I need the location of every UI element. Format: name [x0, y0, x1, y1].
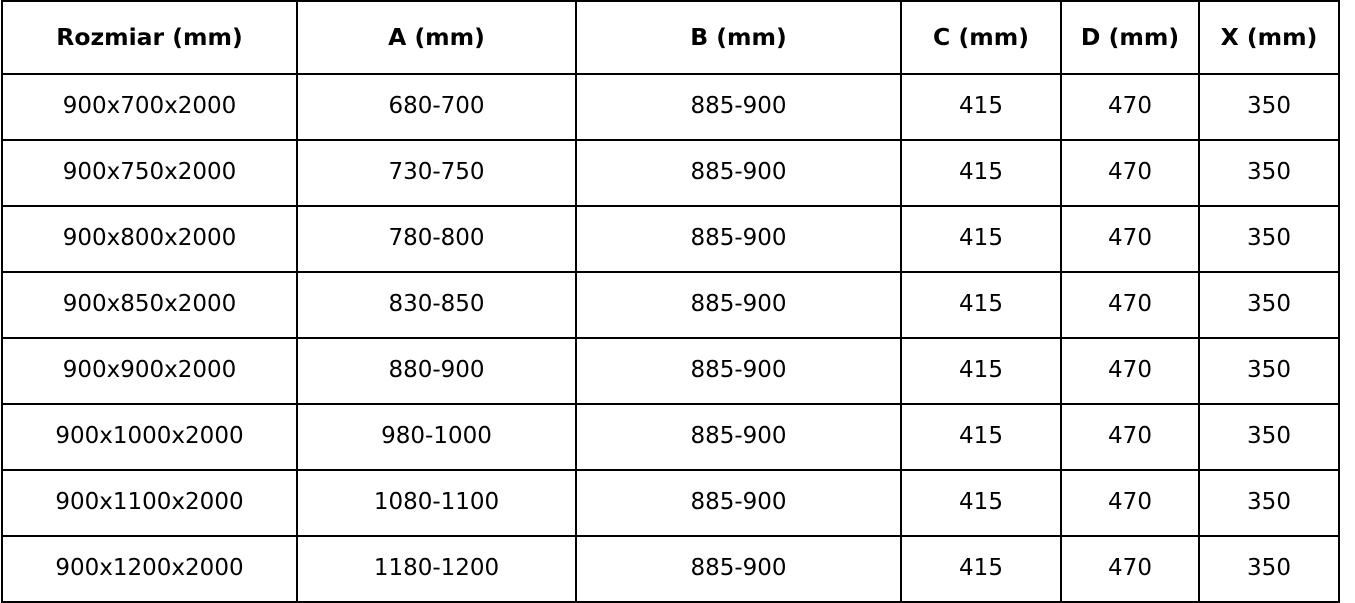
- cell-c: 415: [901, 338, 1061, 404]
- table-row: [2, 470, 1339, 536]
- cell-a: 980-1000: [297, 404, 576, 470]
- cell-c: 415: [901, 536, 1061, 602]
- column-header-x: X (mm): [1199, 1, 1339, 74]
- cell-a: 780-800: [297, 206, 576, 272]
- cell-d: 470: [1061, 272, 1199, 338]
- cell-a: 1180-1200: [297, 536, 576, 602]
- cell-c: 415: [901, 140, 1061, 206]
- table-header-row: [2, 1, 1339, 74]
- cell-size: 900x700x2000: [2, 74, 297, 140]
- table-row: [2, 536, 1339, 602]
- cell-b: 885-900: [576, 140, 901, 206]
- cell-x: 350: [1199, 206, 1339, 272]
- cell-d: 470: [1061, 404, 1199, 470]
- table-row: [2, 404, 1339, 470]
- cell-size: 900x1200x2000: [2, 536, 297, 602]
- cell-b: 885-900: [576, 74, 901, 140]
- cell-size: 900x800x2000: [2, 206, 297, 272]
- cell-size: 900x1000x2000: [2, 404, 297, 470]
- cell-c: 415: [901, 206, 1061, 272]
- table-row: [2, 140, 1339, 206]
- cell-c: 415: [901, 404, 1061, 470]
- column-header-d: D (mm): [1061, 1, 1199, 74]
- cell-x: 350: [1199, 272, 1339, 338]
- column-header-size: Rozmiar (mm): [2, 1, 297, 74]
- cell-d: 470: [1061, 338, 1199, 404]
- cell-a: 680-700: [297, 74, 576, 140]
- cell-b: 885-900: [576, 206, 901, 272]
- column-header-a: A (mm): [297, 1, 576, 74]
- cell-x: 350: [1199, 470, 1339, 536]
- cell-b: 885-900: [576, 338, 901, 404]
- cell-size: 900x750x2000: [2, 140, 297, 206]
- table-row: [2, 206, 1339, 272]
- cell-a: 1080-1100: [297, 470, 576, 536]
- cell-x: 350: [1199, 74, 1339, 140]
- cell-x: 350: [1199, 338, 1339, 404]
- cell-d: 470: [1061, 536, 1199, 602]
- cell-a: 880-900: [297, 338, 576, 404]
- cell-c: 415: [901, 272, 1061, 338]
- column-header-b: B (mm): [576, 1, 901, 74]
- cell-b: 885-900: [576, 536, 901, 602]
- cell-size: 900x850x2000: [2, 272, 297, 338]
- cell-d: 470: [1061, 206, 1199, 272]
- table-row: [2, 338, 1339, 404]
- table-row: [2, 74, 1339, 140]
- cell-d: 470: [1061, 140, 1199, 206]
- cell-c: 415: [901, 470, 1061, 536]
- cell-a: 730-750: [297, 140, 576, 206]
- cell-c: 415: [901, 74, 1061, 140]
- table-row: [2, 272, 1339, 338]
- dimensions-table: [1, 0, 1340, 603]
- cell-d: 470: [1061, 74, 1199, 140]
- cell-b: 885-900: [576, 404, 901, 470]
- cell-b: 885-900: [576, 272, 901, 338]
- cell-a: 830-850: [297, 272, 576, 338]
- cell-x: 350: [1199, 536, 1339, 602]
- cell-d: 470: [1061, 470, 1199, 536]
- column-header-c: C (mm): [901, 1, 1061, 74]
- cell-x: 350: [1199, 140, 1339, 206]
- cell-size: 900x1100x2000: [2, 470, 297, 536]
- cell-size: 900x900x2000: [2, 338, 297, 404]
- cell-x: 350: [1199, 404, 1339, 470]
- cell-b: 885-900: [576, 470, 901, 536]
